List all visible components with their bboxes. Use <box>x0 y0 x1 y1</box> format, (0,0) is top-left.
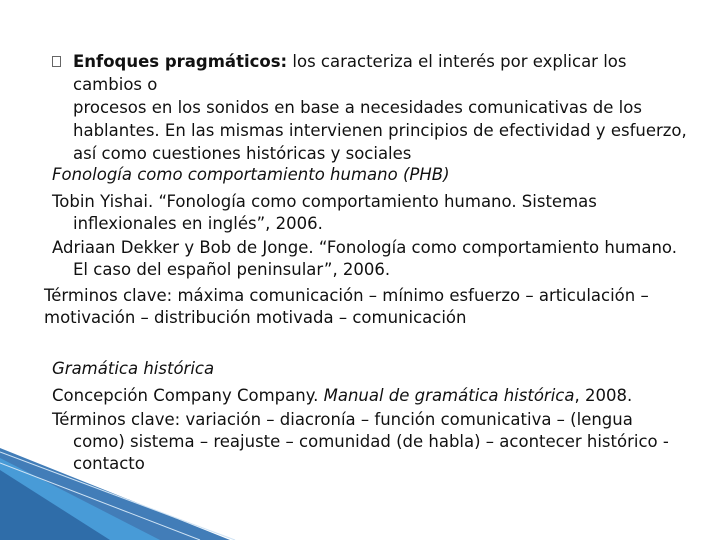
phb-ref1-line1: Tobin Yishai. “Fonología como comportamiento humano. Sistemas <box>52 192 597 211</box>
historica-ref-year: , 2008. <box>574 386 633 405</box>
historica-heading: Gramática histórica <box>52 359 215 378</box>
bullet-line: hablantes. En las mismas intervienen principios de efectividad y esfuerzo, <box>73 121 687 140</box>
phb-terms-line2: motivación – distribución motivada – comunicación <box>44 308 467 327</box>
phb-ref1-line2: inflexionales en inglés”, 2006. <box>73 214 323 233</box>
historica-terms-line3: contacto <box>73 454 145 473</box>
bullet-term: Enfoques pragmáticos: <box>73 52 288 71</box>
bullet-line: así como cuestiones históricas y sociales <box>73 144 412 163</box>
historica-terms-line2: como) sistema – reajuste – comunidad (de habla) – acontecer histórico - <box>73 432 669 451</box>
phb-heading: Fonología como comportamiento humano (PHB) <box>52 165 450 184</box>
bullet-item <box>52 50 692 165</box>
historica-terms-line1: Términos clave: variación – diacronía – función comunicativa – (lengua <box>52 410 633 429</box>
bullet-text <box>73 50 692 165</box>
historica-reference <box>52 384 632 407</box>
historica-ref-author: Concepción Company Company. <box>52 386 324 405</box>
square-bullet-icon <box>52 56 61 67</box>
phb-terms-line1: Términos clave: máxima comunicación – mínimo esfuerzo – articulación – <box>44 286 649 305</box>
phb-ref2-line1: Adriaan Dekker y Bob de Jonge. “Fonología como comportamiento humano. <box>52 238 677 257</box>
bullet-line: procesos en los sonidos en base a necesidades comunicativas de los <box>73 98 642 117</box>
historica-ref-title: Manual de gramática histórica <box>323 386 575 405</box>
phb-ref2-line2: El caso del español peninsular”, 2006. <box>73 260 391 279</box>
bullet-line: los caracteriza el interés por explicar los cambios o <box>73 52 627 94</box>
